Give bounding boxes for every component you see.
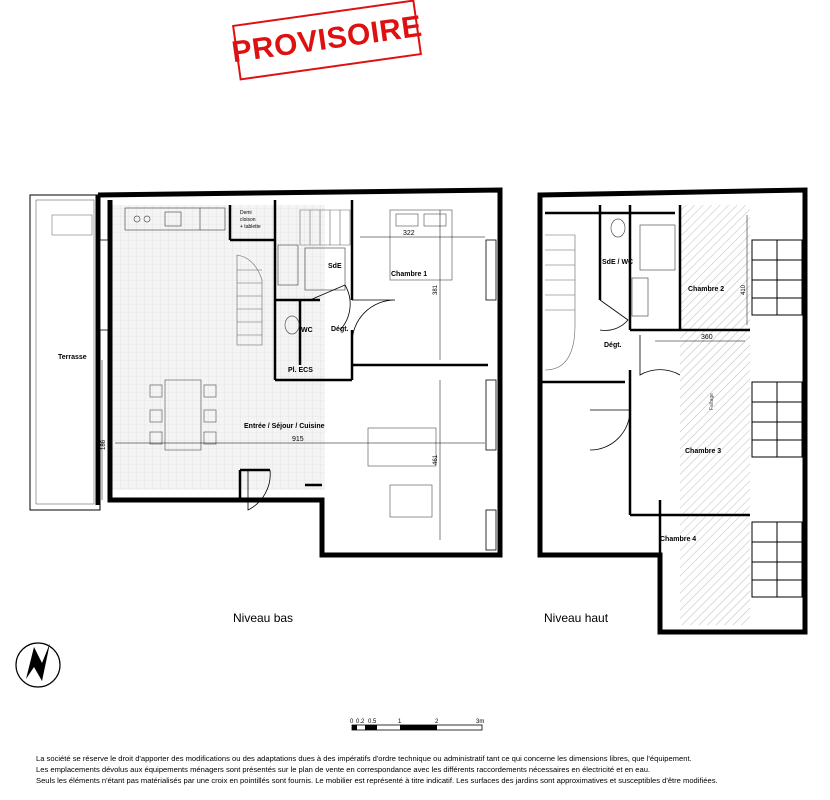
scale-label-4: 2 <box>435 719 439 725</box>
room-label-placard: Pl. ECS <box>288 367 313 374</box>
dim-chambre2-width: 360 <box>701 334 713 341</box>
dim-sejour-height: 461 <box>433 454 439 465</box>
scale-bar <box>350 719 484 730</box>
room-label-chambre-1: Chambre 1 <box>391 271 428 278</box>
scale-label-3: 1 <box>398 719 402 725</box>
scale-label-0: 0 <box>350 719 354 725</box>
scale-label-5: 3m <box>476 719 485 725</box>
dim-chambre1-height: 381 <box>433 284 439 295</box>
note-cloison-line-2: cloison <box>240 217 256 223</box>
roof-windows <box>752 240 802 597</box>
room-label-terrasse: Terrasse <box>58 354 87 361</box>
note-cloison-line-3: + tablette <box>240 224 261 230</box>
dim-sejour-width: 915 <box>292 436 304 443</box>
scale-label-2: 0.5 <box>368 719 377 725</box>
level-label-lower: Niveau bas <box>233 611 294 625</box>
upper-sloped-area <box>680 205 750 625</box>
disclaimer-line-3: Seuls les éléments n'étant pas matérialisés par une croix en pointillés sont fournis. Le mobilier est représenté à titre indicatif. Les surfaces des jardins sont approximatives et susceptibles d'être modifiées. <box>36 776 718 785</box>
living-floor <box>110 205 325 490</box>
stamp-text: PROVISOIRE <box>229 9 425 70</box>
upper-sanitary <box>611 219 675 316</box>
upper-staircase <box>545 235 575 370</box>
north-arrow-icon <box>16 643 60 687</box>
scale-label-1: 0.2 <box>356 719 365 725</box>
disclaimer-line-1: La société se réserve le droit d'apporter des modifications ou des adaptations dues à des impératifs d'ordre technique ou administratif tant ce qui concerne les dimensions libres, que l'équipement. <box>36 754 692 763</box>
room-label-wc: WC <box>301 327 313 334</box>
disclaimer-line-2: Les emplacements dévolus aux équipements ménagers sont présentés sur le plan de vente en correspondance avec les différents raccordements nécessaires en électricité et en eau. <box>36 765 651 774</box>
sofa <box>368 428 436 517</box>
room-label-degt-haut: Dégt. <box>604 342 622 349</box>
lower-level-plan <box>30 190 500 555</box>
bed-chambre-1 <box>390 210 452 280</box>
dim-terrasse-side: 186 <box>101 439 107 450</box>
room-label-sde-wc: SdE / WC <box>602 259 634 266</box>
label-faitage: Faîtage <box>709 393 715 410</box>
upper-level-plan <box>540 190 805 632</box>
disclaimer <box>36 753 816 786</box>
note-cloison-line-1: Demi <box>240 210 252 216</box>
level-label-upper: Niveau haut <box>544 611 609 625</box>
room-label-sde: SdE <box>328 263 342 270</box>
dim-chambre2-height: 410 <box>741 284 747 295</box>
room-label-sejour: Entrée / Séjour / Cuisine <box>244 423 325 430</box>
room-label-chambre-3: Chambre 3 <box>685 448 722 455</box>
dim-chambre1-width: 322 <box>403 230 415 237</box>
room-label-chambre-4: Chambre 4 <box>660 536 697 543</box>
room-label-chambre-2: Chambre 2 <box>688 286 725 293</box>
room-label-degt-bas: Dégt. <box>331 326 349 333</box>
terrace-area <box>30 195 100 510</box>
